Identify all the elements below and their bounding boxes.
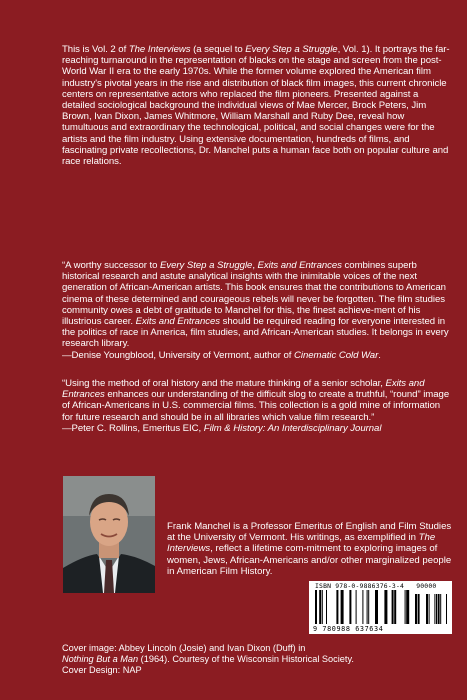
text-run: enhances our understanding of the difficult slog to create a truthful, “round” image of African-Americans in U.S. commercial films. This collection is a gold mine of information for future research and should be in all libraries which value film research.” [62, 389, 450, 423]
text-run: (1964). Courtesy of the Wisconsin Historical Society. [138, 654, 354, 665]
text-run: , [252, 260, 258, 271]
text-run: Frank Manchel is a Professor Emeritus of English and Film Studies at the University of Vermont. His writings, as exemplified in [167, 521, 452, 544]
text-run: , Vol. 1). It portrays the far-reaching turnaround in the representation of blacks on the stage and screen from the post-World War II era to the early 1970s. While the former volume explored the American film industry's pivotal years in the rise and distribution of black film images, this current chronicle centers on representative actors who replaced the film pioneers. Presented against a detailed sociological background the individual views of Mae Mercer, Brock Peters, Jim Brown, Ivan Dixon, James Whitmore, William Marshall and Ruby Dee, reveal how tumultuous and extraordinary the technological, political, and social changes were for the artists and the film industry. Using extensive documentation, hundreds of films, and fascinating private recollections, Dr. Manchel puts a human face both on popular culture and race relations. [62, 44, 450, 168]
review-attribution: —Peter C. Rollins, Emeritus EIC, Film & History: An Interdisciplinary Journal [62, 422, 382, 434]
review-youngblood [62, 260, 450, 361]
review-attribution: —Denise Youngblood, University of Vermont, author of Cinematic Cold War. [62, 349, 381, 361]
cover-credits [62, 643, 457, 676]
text-run: This is Vol. 2 of [62, 44, 129, 55]
price-code: 90000 [416, 582, 437, 590]
isbn-label: ISBN 978-0-9886376-3-4 90000 [315, 582, 437, 590]
text-run: should be required reading for everyone interested in the politics of race in America, film studies, and African-American studies. It belongs in every research library. [62, 316, 449, 350]
journal-title: Film & History: An Interdisciplinary Journal [203, 422, 382, 434]
text-run: “Using the method of oral history and the mature thinking of a senior scholar, [62, 378, 386, 389]
review-rollins [62, 378, 450, 434]
text-run: “A worthy successor to [62, 260, 161, 271]
book-title: The Interviews [167, 532, 436, 555]
book-title: Cinematic Cold War [294, 349, 379, 361]
text-run: Cover image: Abbey Lincoln (Josie) and Ivan Dixon (Duff) in [62, 643, 306, 653]
author-portrait-illustration [63, 476, 155, 593]
book-title: The Interviews [128, 44, 191, 55]
barcode-bars [315, 590, 447, 625]
author-bio [167, 521, 457, 577]
book-description [62, 44, 450, 167]
book-title: Every Step a Struggle [160, 260, 253, 271]
ean-number: 9 780988 637634 [313, 625, 384, 633]
film-title: Nothing But a Man [62, 654, 139, 665]
author-photo [63, 476, 155, 593]
book-title: Exits and Entrances [135, 316, 221, 328]
text-run: combines superb historical research and astute analytical insights with the inimitable voices of the next generation of African-American artists. This book ensures that the contributions to American cinema of these determined and courageous rebels will never be forgotten. The film studies community owes a debt of gratitude to Manchel for this, the finest achieve-ment of his illustrious career. [62, 260, 446, 328]
book-title: Exits and Entrances [62, 378, 425, 401]
book-title: Exits and Entrances [257, 260, 342, 271]
text-run: (a sequel to [190, 44, 246, 55]
text-run: , reflect a lifetime com-mitment to exploring images of women, Jews, African-Americans and/or other marginalized people in American Film History. [167, 543, 452, 577]
book-title: Every Step a Struggle [245, 44, 338, 55]
cover-design-credit: Cover Design: NAP [62, 665, 142, 676]
isbn-barcode [309, 581, 452, 634]
